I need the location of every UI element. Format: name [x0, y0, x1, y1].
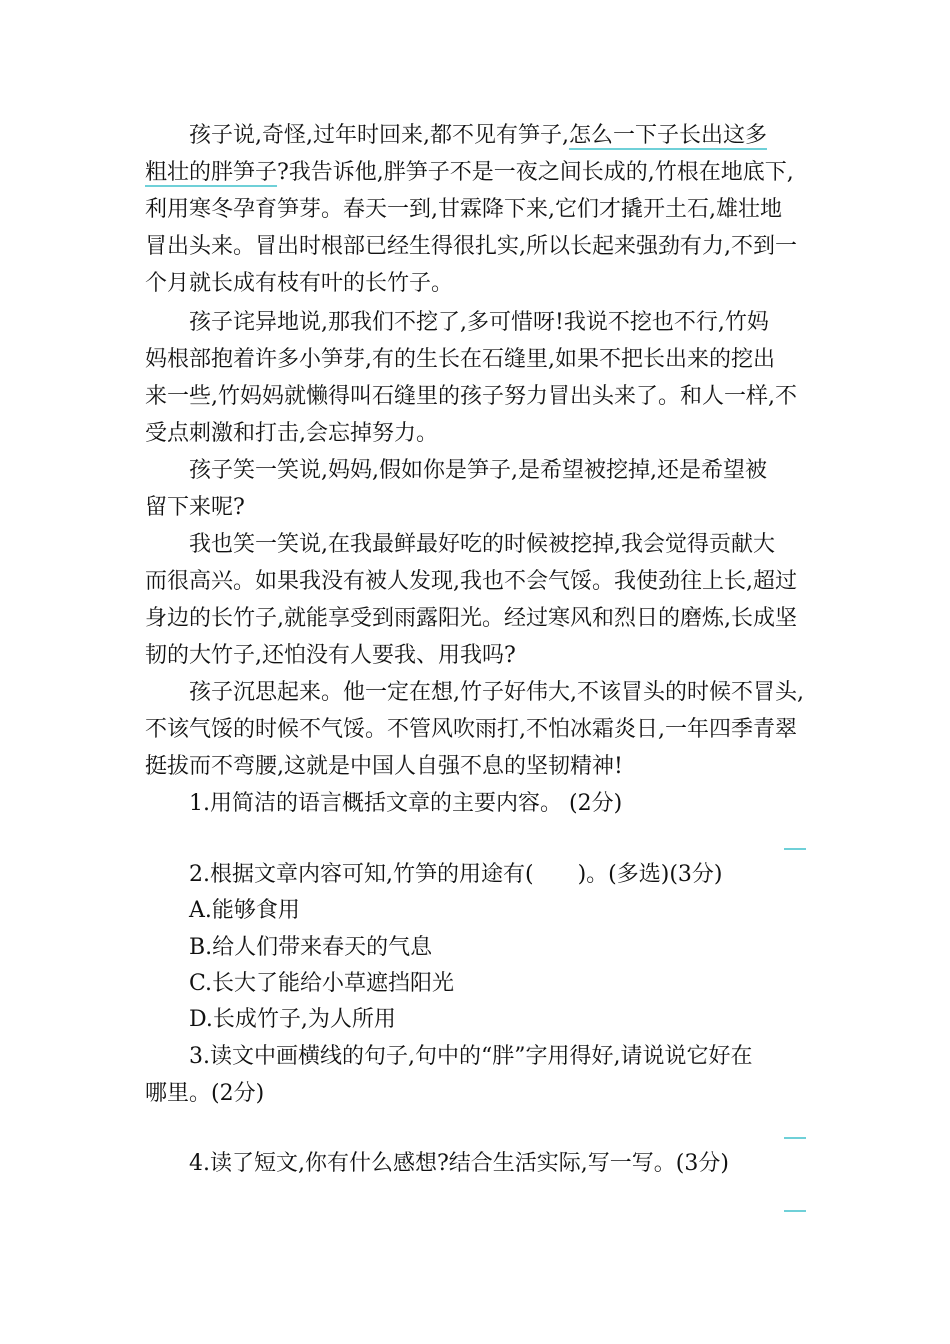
paragraph-1-line-1: 孩子说,奇怪,过年时回来,都不见有笋子,怎么一下子长出这多: [189, 123, 767, 148]
paragraph-2-line-3: 来一些,竹妈妈就懒得叫石缝里的孩子努力冒出头来了。和人一样,不: [145, 384, 797, 409]
paragraph-1-line-4: 冒出头来。冒出时根部已经生得很扎实,所以长起来强劲有力,不到一: [145, 234, 797, 259]
answer-blank-1[interactable]: [784, 848, 806, 850]
answer-blank-4[interactable]: [784, 1210, 806, 1212]
underlined-sentence: 怎么一下子长出这多: [568, 123, 767, 148]
option-c[interactable]: C.长大了能给小草遮挡阳光: [189, 971, 455, 996]
paragraph-4-line-2: 而很高兴。如果我没有被人发现,我也不会气馁。我使劲往上长,超过: [145, 569, 797, 594]
paragraph-1-line-5: 个月就长成有枝有叶的长竹子。: [145, 271, 454, 296]
answer-blank-3[interactable]: [784, 1137, 806, 1139]
paragraph-4-line-1: 我也笑一笑说,在我最鲜最好吃的时候被挖掉,我会觉得贡献大: [189, 532, 775, 557]
paragraph-4-line-3: 身边的长竹子,就能享受到雨露阳光。经过寒风和烈日的磨炼,长成坚: [145, 606, 797, 631]
paragraph-5-line-2: 不该气馁的时候不气馁。不管风吹雨打,不怕冰霜炎日,一年四季青翠: [145, 717, 797, 742]
paragraph-2-line-4: 受点刺激和打击,会忘掉努力。: [145, 421, 438, 446]
paragraph-1-line-2: 粗壮的胖笋子?我告诉他,胖笋子不是一夜之间长成的,竹根在地底下,: [145, 160, 794, 185]
question-1: 1.用简洁的语言概括文章的主要内容。 (2分): [189, 791, 623, 816]
paragraph-4-line-4: 韧的大竹子,还怕没有人要我、用我吗?: [145, 643, 516, 668]
underlined-sentence: 粗壮的胖笋子: [145, 160, 278, 185]
paragraph-2-line-2: 妈根部抱着许多小笋芽,有的生长在石缝里,如果不把长出来的挖出: [145, 347, 775, 372]
question-3-line-1: 3.读文中画横线的句子,句中的“胖”字用得好,请说说它好在: [189, 1044, 753, 1069]
paragraph-1-line-3: 利用寒冬孕育笋芽。春天一到,甘霖降下来,它们才撬开土石,雄壮地: [145, 197, 782, 222]
paragraph-5-line-3: 挺拔而不弯腰,这就是中国人自强不息的坚韧精神!: [145, 754, 623, 779]
question-2: 2.根据文章内容可知,竹笋的用途有( )。(多选)(3分): [189, 862, 723, 887]
question-4: 4.读了短文,你有什么感想?结合生活实际,写一写。(3分): [189, 1151, 729, 1176]
question-3-line-2: 哪里。(2分): [145, 1081, 265, 1106]
paragraph-5-line-1: 孩子沉思起来。他一定在想,竹子好伟大,不该冒头的时候不冒头,: [189, 680, 804, 705]
paragraph-3-line-2: 留下来呢?: [145, 495, 245, 520]
paragraph-3-line-1: 孩子笑一笑说,妈妈,假如你是笋子,是希望被挖掉,还是希望被: [189, 458, 767, 483]
option-a[interactable]: A.能够食用: [189, 898, 300, 923]
option-b[interactable]: B.给人们带来春天的气息: [189, 935, 433, 960]
paragraph-2-line-1: 孩子诧异地说,那我们不挖了,多可惜呀!我说不挖也不行,竹妈: [189, 310, 769, 335]
option-d[interactable]: D.长成竹子,为人所用: [189, 1007, 396, 1032]
